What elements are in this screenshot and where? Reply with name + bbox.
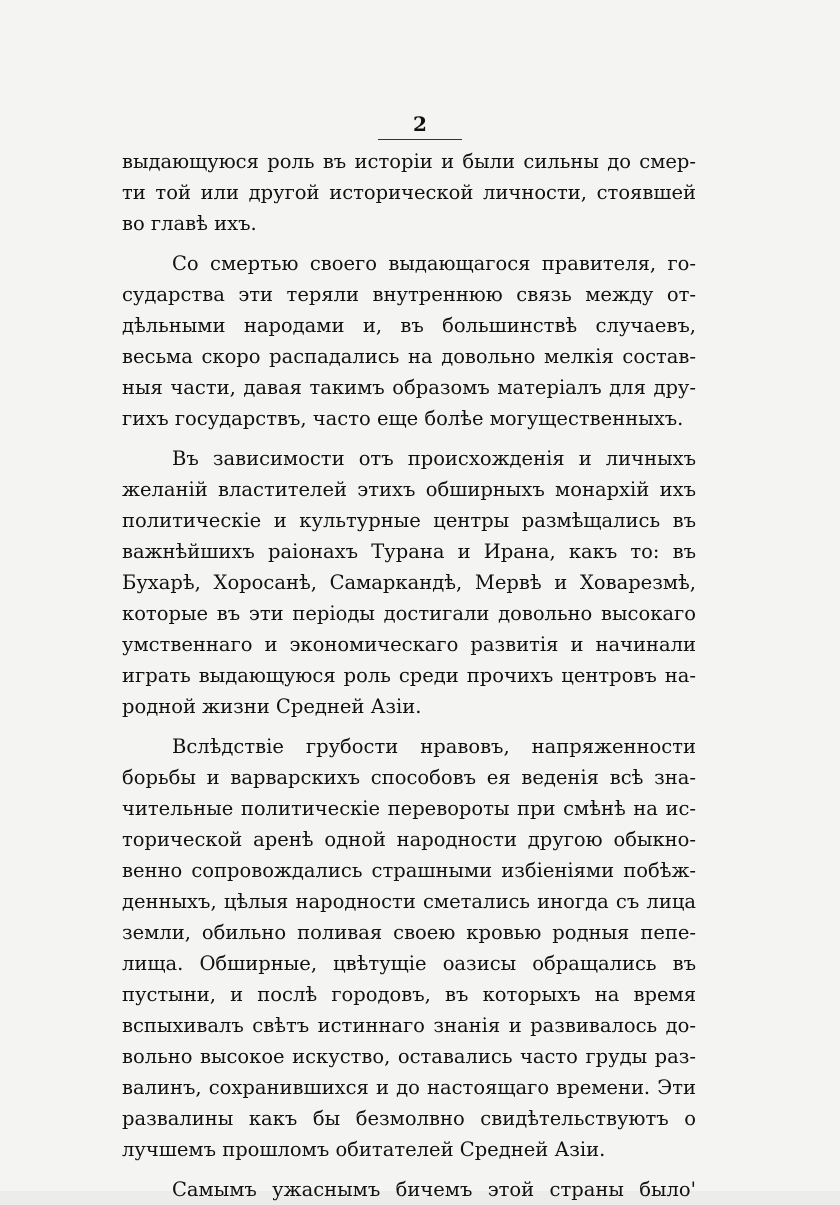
text-line: дѣльными народами и, въ большинствѣ случаевъ, bbox=[122, 314, 696, 337]
header-rule bbox=[378, 139, 462, 140]
text-line: Самымъ ужаснымъ бичемъ этой страны было' bbox=[172, 1178, 696, 1201]
paragraph-1 bbox=[122, 146, 696, 239]
text-line: развалины какъ бы безмолвно свидѣтельствуютъ о bbox=[122, 1107, 696, 1130]
text-line: вольно высокое искуство, оставались часто груды раз- bbox=[122, 1045, 696, 1068]
text-line: сударства эти теряли внутреннюю связь между от- bbox=[122, 283, 696, 306]
text-line: вспыхивалъ свѣтъ истиннаго знанія и развивалось до- bbox=[122, 1014, 696, 1037]
page-number: 2 bbox=[413, 112, 427, 136]
text-line: борьбы и варварскихъ способовъ ея веденія всѣ зна- bbox=[122, 766, 696, 789]
spacer bbox=[122, 722, 696, 731]
text-line: Вслѣдствіе грубости нравовъ, напряженности bbox=[172, 735, 696, 758]
spacer bbox=[122, 434, 696, 443]
text-line: венно сопровождались страшными избіеніями побѣж- bbox=[122, 859, 696, 882]
text-line: выдающуюся роль въ исторіи и были сильны до смер- bbox=[122, 150, 696, 173]
paragraph-5 bbox=[122, 1174, 696, 1205]
text-line: Въ зависимости отъ происхожденія и личныхъ bbox=[172, 447, 696, 470]
spacer bbox=[122, 239, 696, 248]
text-line: во главѣ ихъ. bbox=[122, 212, 257, 235]
text-line: ти той или другой исторической личности, стоявшей bbox=[122, 181, 696, 204]
text-line: ныя части, давая такимъ образомъ матеріалъ для дру- bbox=[122, 376, 696, 399]
text-line: гихъ государствъ, часто еще болѣе могущественныхъ. bbox=[122, 407, 684, 430]
text-line: которые въ эти періоды достигали довольно высокаго bbox=[122, 602, 696, 625]
paragraph-3 bbox=[122, 443, 696, 722]
text-line: политическіе и культурные центры размѣщались въ bbox=[122, 509, 696, 532]
text-line: Со смертью своего выдающагося правителя, го- bbox=[172, 252, 696, 275]
text-line: валинъ, сохранившихся и до настоящаго времени. Эти bbox=[122, 1076, 696, 1099]
text-line: играть выдающуюся роль среди прочихъ центровъ на- bbox=[122, 664, 696, 687]
text-line: чительные политическіе перевороты при смѣнѣ на ис- bbox=[122, 797, 696, 820]
paragraph-2 bbox=[122, 248, 696, 434]
text-line: пустыни, и послѣ городовъ, въ которыхъ на время bbox=[122, 983, 696, 1006]
spacer bbox=[122, 1165, 696, 1174]
text-line: весьма скоро распадались на довольно мелкія состав- bbox=[122, 345, 696, 368]
text-line: желаній властителей этихъ обширныхъ монархій ихъ bbox=[122, 478, 696, 501]
text-line: земли, обильно поливая своею кровью родныя пепе- bbox=[122, 921, 696, 944]
text-line: лища. Обширные, цвѣтущіе оазисы обращались въ bbox=[122, 952, 696, 975]
text-line: умственнаго и экономическаго развитія и начинали bbox=[122, 633, 696, 656]
text-line: Бухарѣ, Хоросанѣ, Самаркандѣ, Мервѣ и Ховарезмѣ, bbox=[122, 571, 696, 594]
paragraph-4 bbox=[122, 731, 696, 1165]
text-line: важнѣйшихъ раіонахъ Турана и Ирана, какъ то: въ bbox=[122, 540, 696, 563]
page-content bbox=[122, 112, 696, 1205]
text-line: торической аренѣ одной народности другою обыкно- bbox=[122, 828, 696, 851]
text-line: родной жизни Средней Азіи. bbox=[122, 695, 422, 718]
text-line: лучшемъ прошломъ обитателей Средней Азіи. bbox=[122, 1138, 606, 1161]
text-line: денныхъ, цѣлыя народности сметались иногда съ лица bbox=[122, 890, 696, 913]
